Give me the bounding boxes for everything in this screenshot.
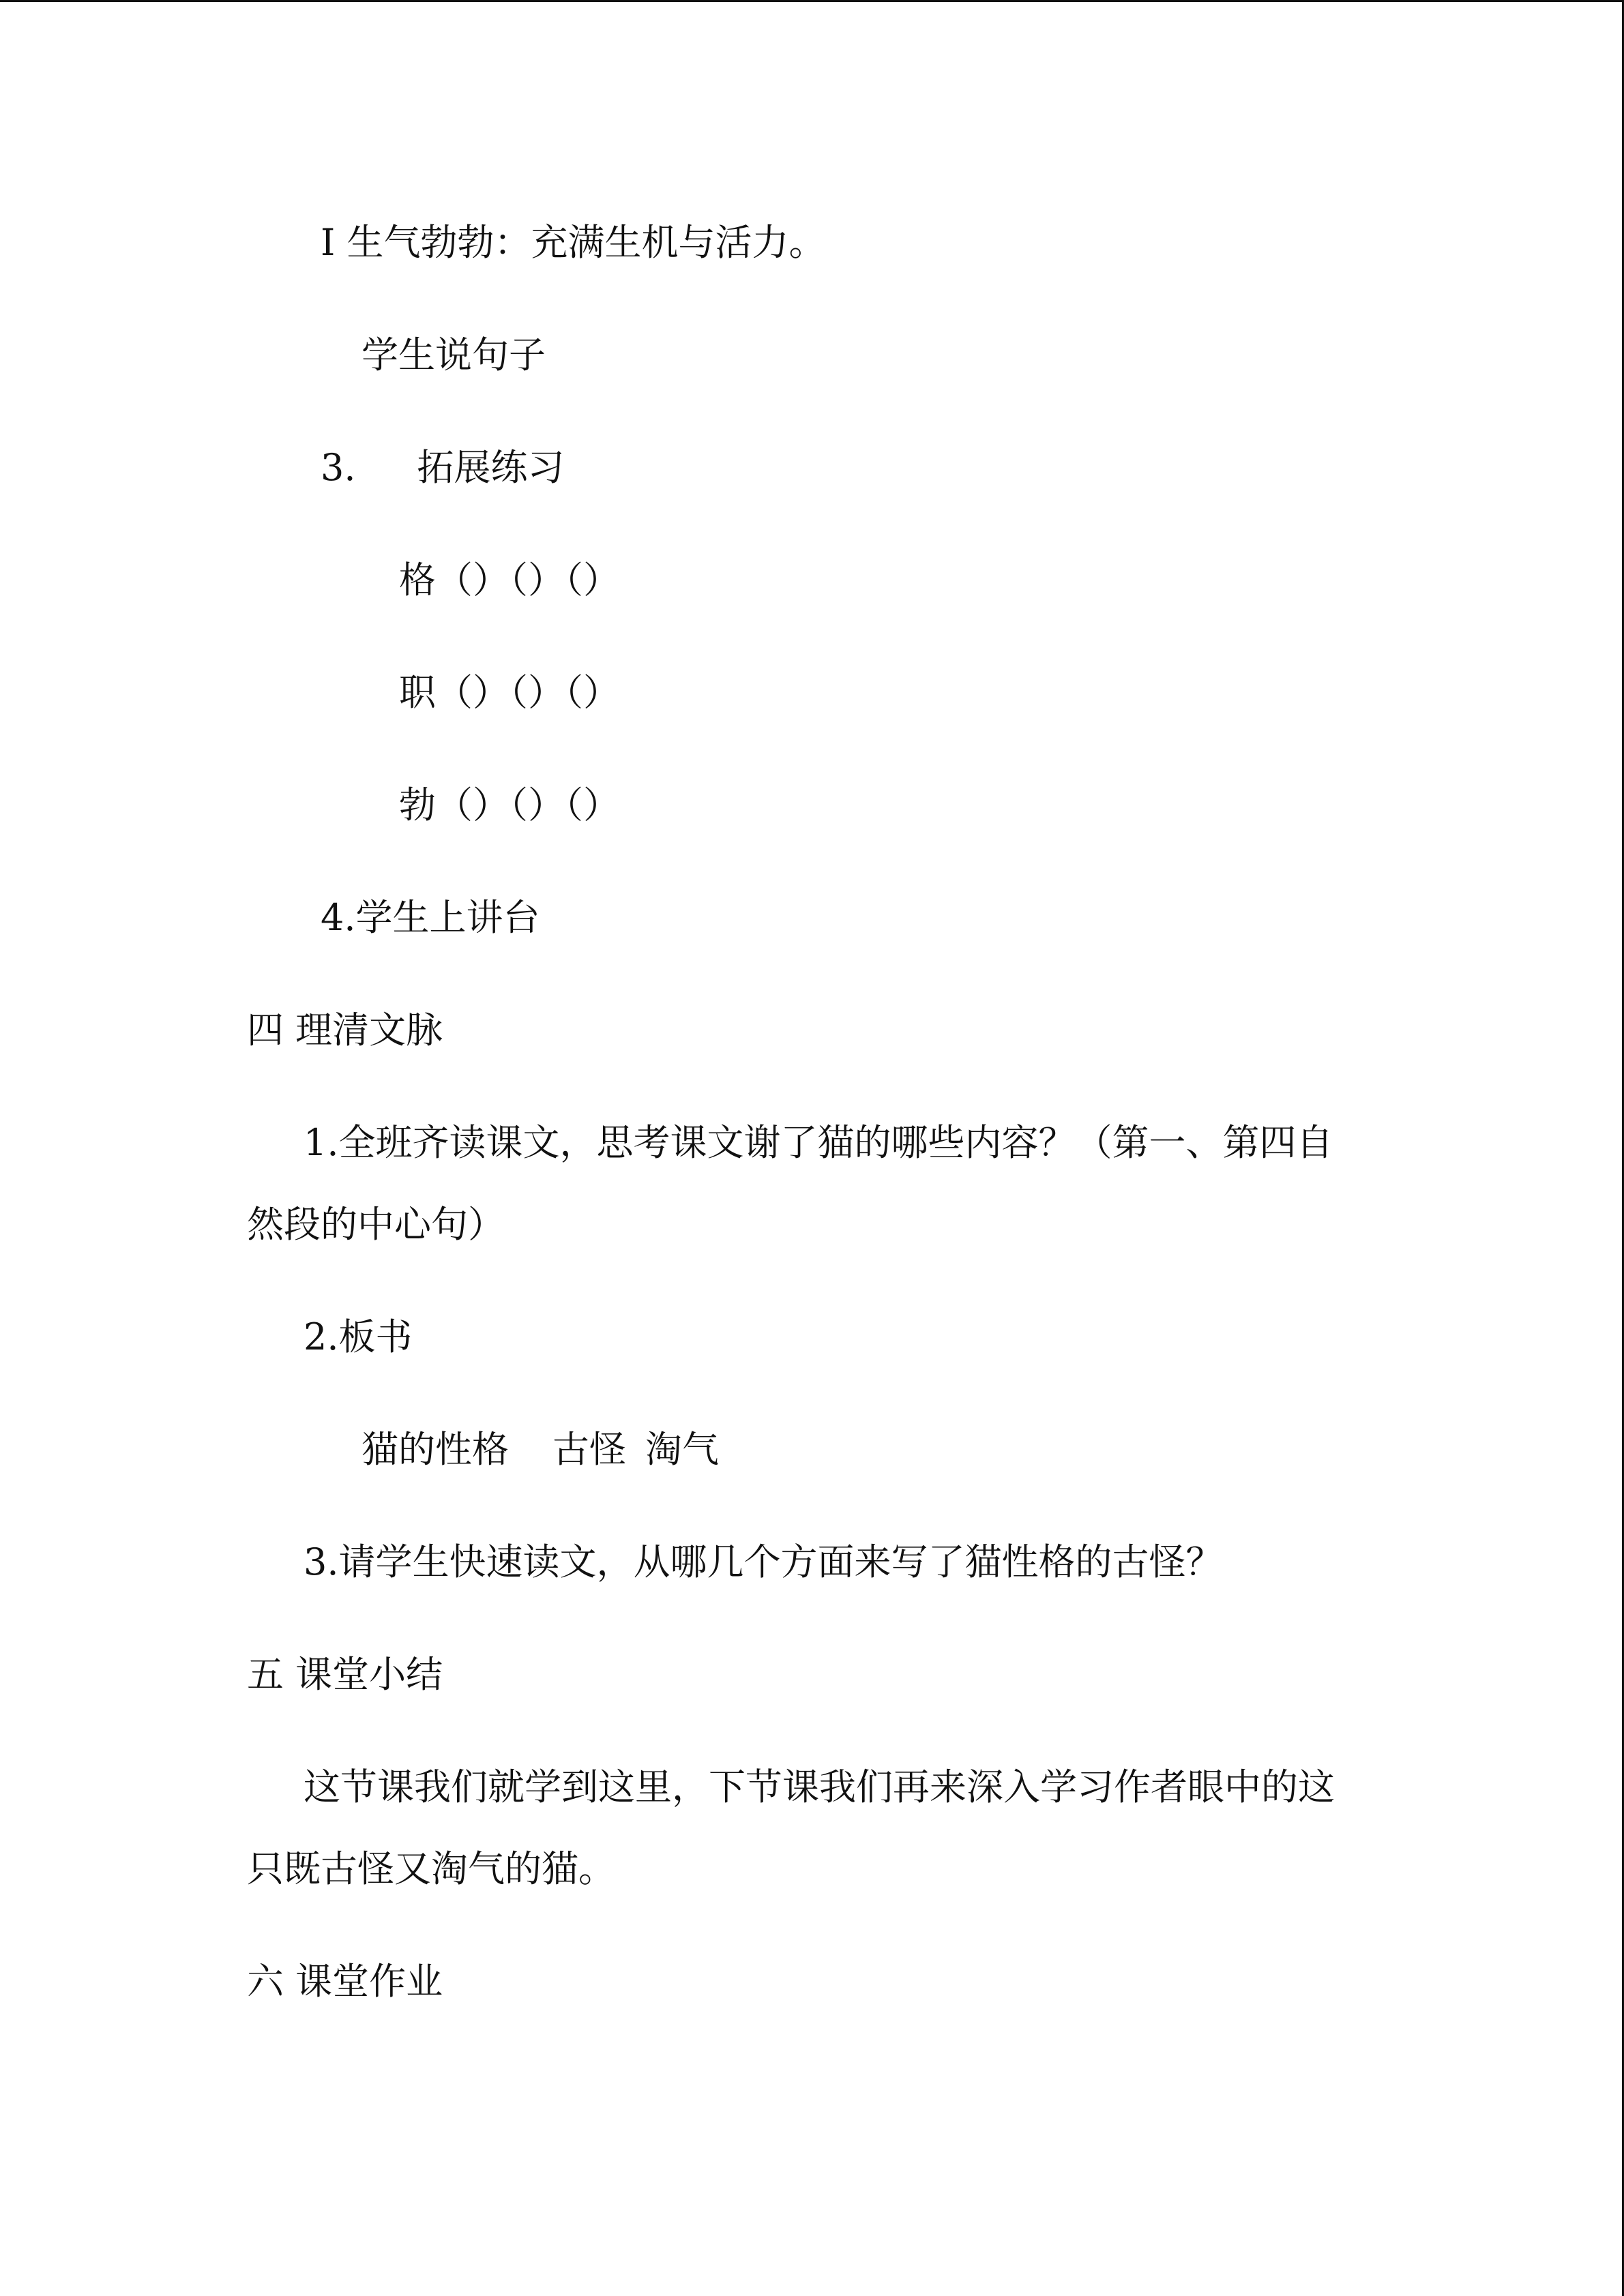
paragraph-line: 这节课我们就学到这里，下节课我们再来深入学习作者眼中的这 xyxy=(304,1765,1335,1808)
board-note-line xyxy=(361,1426,719,1474)
item-number: 3. xyxy=(321,446,356,489)
section-item-2: 2.板书 xyxy=(304,1315,413,1358)
section-heading-5: 五 课堂小结 xyxy=(247,1653,443,1696)
item-title: 拓展练习 xyxy=(417,446,565,489)
paragraph-line: 只既古怪又淘气的猫。 xyxy=(247,1847,615,1890)
question-line: 3.请学生快速读文，从哪几个方面来写了猫性格的古怪？ xyxy=(304,1540,1223,1583)
section-item-4: 4.学生上讲台 xyxy=(321,896,540,939)
exercise-line-bo: 勃（）（）（） xyxy=(399,784,620,826)
section-item-3 xyxy=(321,444,565,492)
paragraph-line: 然段的中心句） xyxy=(247,1203,505,1246)
definition-line: I 生气勃勃：充满生机与活力。 xyxy=(321,221,826,264)
exercise-line-zhi: 职（）（）（） xyxy=(399,671,620,714)
section-heading-4: 四 理清文脉 xyxy=(247,1009,443,1052)
instruction-line: 学生说句子 xyxy=(361,333,546,376)
paragraph-line: 1.全班齐读课文，思考课文谢了猫的哪些内容？（第一、第四自 xyxy=(304,1121,1333,1164)
board-note-word: 古怪 xyxy=(552,1428,626,1471)
board-note-word: 淘气 xyxy=(645,1428,719,1471)
section-heading-6: 六 课堂作业 xyxy=(247,1960,443,2003)
exercise-line-ge: 格（）（）（） xyxy=(399,558,620,601)
board-note-term: 猫的性格 xyxy=(361,1428,509,1471)
